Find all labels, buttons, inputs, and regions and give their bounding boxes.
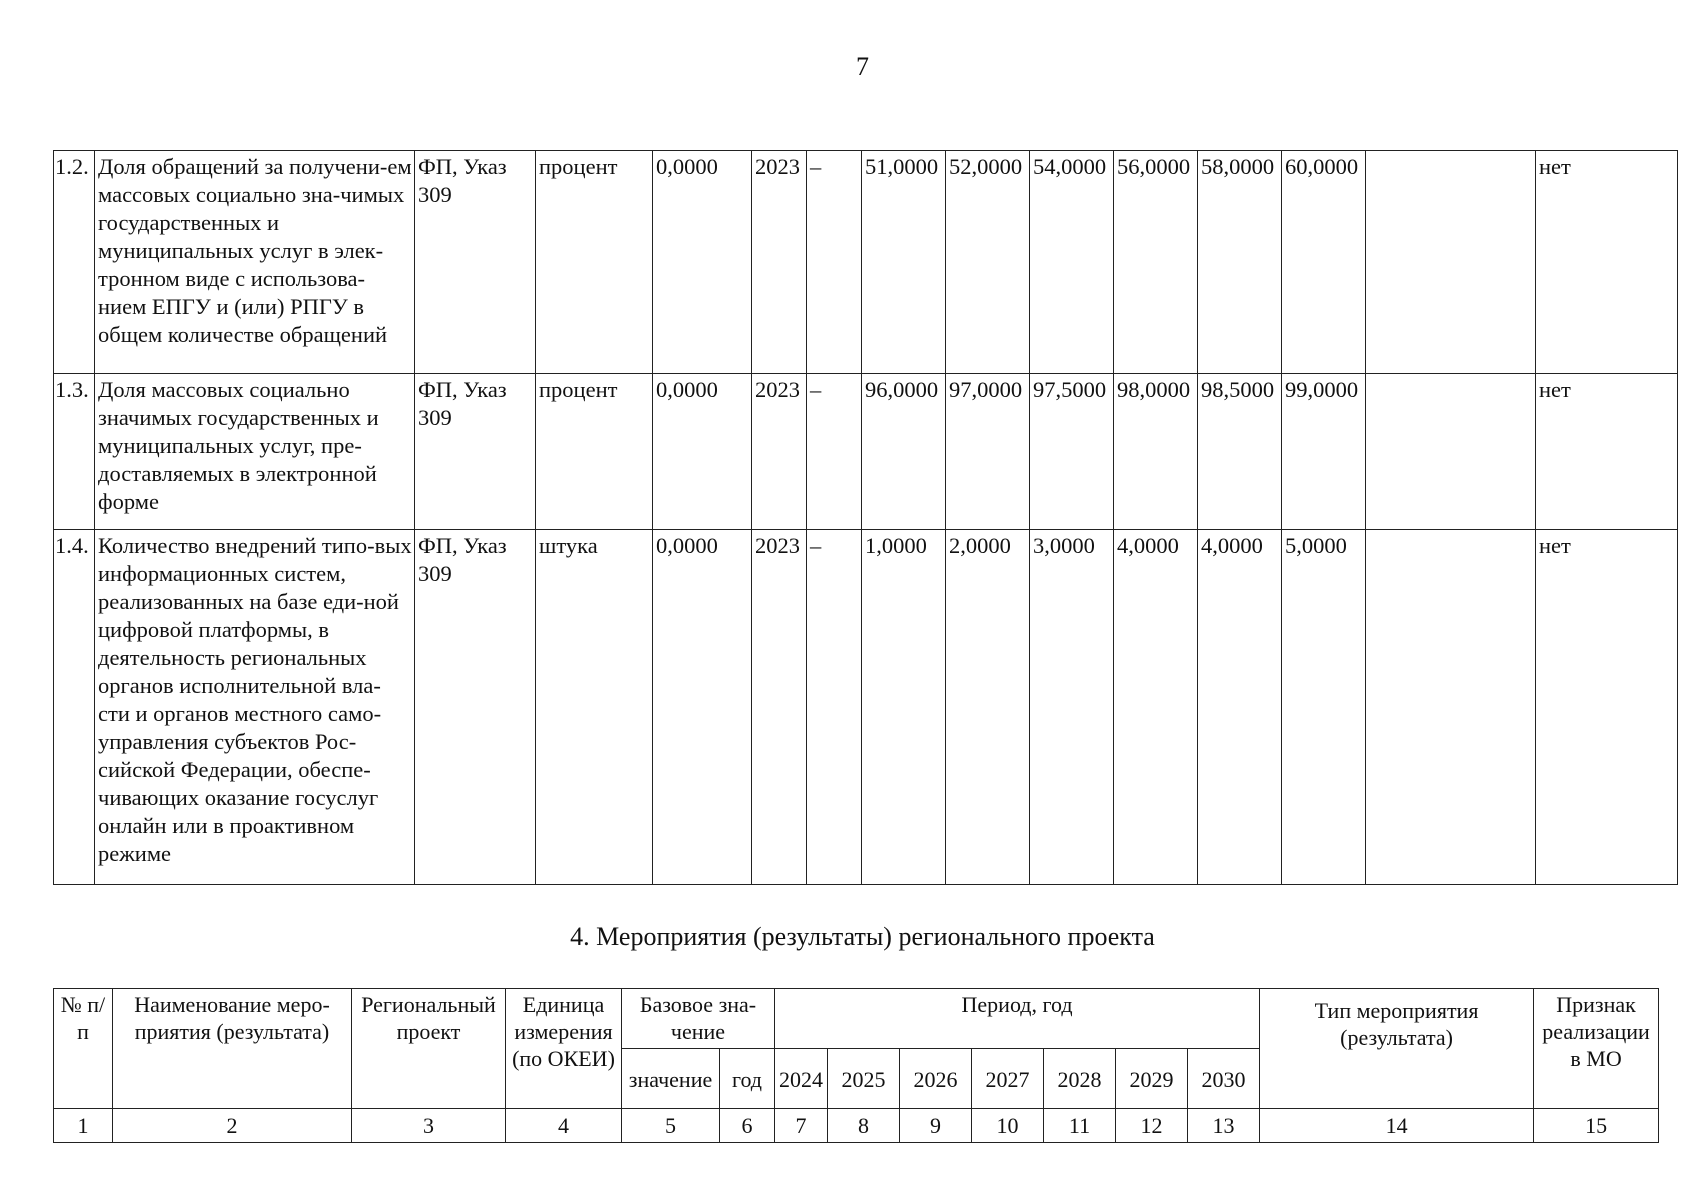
value-2024: – bbox=[807, 151, 862, 374]
value-2027: 54,0000 bbox=[1030, 151, 1114, 374]
value-2028: 98,0000 bbox=[1114, 374, 1198, 530]
header-year: 2028 bbox=[1044, 1049, 1116, 1109]
header-base: Базовое зна-чение bbox=[622, 989, 775, 1049]
column-number: 2 bbox=[113, 1109, 352, 1143]
table-row bbox=[54, 151, 1678, 374]
base-value: 0,0000 bbox=[653, 530, 752, 885]
column-number: 8 bbox=[828, 1109, 900, 1143]
value-2028: 4,0000 bbox=[1114, 530, 1198, 885]
base-year: 2023 bbox=[752, 530, 807, 885]
value-2030: 60,0000 bbox=[1282, 151, 1366, 374]
column-number: 6 bbox=[720, 1109, 775, 1143]
header-project: Региональный проект bbox=[352, 989, 506, 1109]
indicator-type bbox=[1366, 151, 1536, 374]
value-2028: 56,0000 bbox=[1114, 151, 1198, 374]
base-value: 0,0000 bbox=[653, 151, 752, 374]
table-row bbox=[54, 374, 1678, 530]
header-year: 2026 bbox=[900, 1049, 972, 1109]
indicator-unit: процент bbox=[536, 151, 653, 374]
base-value: 0,0000 bbox=[653, 374, 752, 530]
indicator-basis: ФП, Указ 309 bbox=[415, 374, 536, 530]
base-year: 2023 bbox=[752, 374, 807, 530]
value-2030: 99,0000 bbox=[1282, 374, 1366, 530]
mo-flag: нет bbox=[1536, 151, 1678, 374]
header-year: 2029 bbox=[1116, 1049, 1188, 1109]
column-number: 13 bbox=[1188, 1109, 1260, 1143]
header-num: № п/п bbox=[54, 989, 113, 1109]
indicator-unit: процент bbox=[536, 374, 653, 530]
indicator-name: Доля массовых социально значимых государственных и муниципальных услуг, пре-доставляемых в электронной форме bbox=[95, 374, 415, 530]
indicator-type bbox=[1366, 374, 1536, 530]
column-number: 3 bbox=[352, 1109, 506, 1143]
table-row bbox=[54, 530, 1678, 885]
indicator-name: Доля обращений за получени-ем массовых социально зна-чимых государственных и муниципальных услуг в элек-тронном виде с использова-нием ЕПГУ и (или) РПГУ в общем количестве обращений bbox=[95, 151, 415, 374]
row-number: 1.3. bbox=[54, 374, 95, 530]
column-number: 9 bbox=[900, 1109, 972, 1143]
section-title: 4. Мероприятия (результаты) регионального проекта bbox=[570, 922, 1155, 951]
base-year: 2023 bbox=[752, 151, 807, 374]
column-number: 7 bbox=[775, 1109, 828, 1143]
mo-flag: нет bbox=[1536, 374, 1678, 530]
column-number: 5 bbox=[622, 1109, 720, 1143]
indicator-name: Количество внедрений типо-вых информационных систем, реализованных на базе еди-ной цифровой платформы, в деятельность региональных органов исполнительной вла-сти и органов местного само-управления субъектов Рос-сийской Федерации, обеспе-чивающих оказание госуслуг онлайн или в проактивном режиме bbox=[95, 530, 415, 885]
value-2026: 2,0000 bbox=[946, 530, 1030, 885]
mo-flag: нет bbox=[1536, 530, 1678, 885]
header-base-year: год bbox=[720, 1049, 775, 1109]
header-period: Период, год bbox=[775, 989, 1260, 1049]
header-unit: Единица измерения (по ОКЕИ) bbox=[506, 989, 622, 1109]
header-type: Тип мероприятия (результата) bbox=[1260, 989, 1534, 1109]
header-mo: Признак реализации в МО bbox=[1534, 989, 1659, 1109]
value-2026: 52,0000 bbox=[946, 151, 1030, 374]
value-2029: 58,0000 bbox=[1198, 151, 1282, 374]
value-2026: 97,0000 bbox=[946, 374, 1030, 530]
header-base-value: значение bbox=[622, 1049, 720, 1109]
indicators-table bbox=[53, 150, 1678, 885]
header-year: 2024 bbox=[775, 1049, 828, 1109]
column-number: 4 bbox=[506, 1109, 622, 1143]
value-2024: – bbox=[807, 530, 862, 885]
value-2027: 97,5000 bbox=[1030, 374, 1114, 530]
row-number: 1.2. bbox=[54, 151, 95, 374]
column-number: 11 bbox=[1044, 1109, 1116, 1143]
header-year: 2030 bbox=[1188, 1049, 1260, 1109]
column-number: 12 bbox=[1116, 1109, 1188, 1143]
column-number: 10 bbox=[972, 1109, 1044, 1143]
value-2030: 5,0000 bbox=[1282, 530, 1366, 885]
value-2025: 96,0000 bbox=[862, 374, 946, 530]
value-2029: 98,5000 bbox=[1198, 374, 1282, 530]
indicator-unit: штука bbox=[536, 530, 653, 885]
value-2024: – bbox=[807, 374, 862, 530]
value-2025: 51,0000 bbox=[862, 151, 946, 374]
header-year: 2025 bbox=[828, 1049, 900, 1109]
column-number: 1 bbox=[54, 1109, 113, 1143]
value-2029: 4,0000 bbox=[1198, 530, 1282, 885]
indicator-basis: ФП, Указ 309 bbox=[415, 151, 536, 374]
value-2027: 3,0000 bbox=[1030, 530, 1114, 885]
value-2025: 1,0000 bbox=[862, 530, 946, 885]
indicator-type bbox=[1366, 530, 1536, 885]
column-number: 14 bbox=[1260, 1109, 1534, 1143]
indicator-basis: ФП, Указ 309 bbox=[415, 530, 536, 885]
header-name: Наименование меро-приятия (результата) bbox=[113, 989, 352, 1109]
column-number-row bbox=[54, 1109, 1659, 1143]
header-year: 2027 bbox=[972, 1049, 1044, 1109]
row-number: 1.4. bbox=[54, 530, 95, 885]
page-number: 7 bbox=[856, 52, 869, 81]
events-table bbox=[53, 988, 1659, 1143]
column-number: 15 bbox=[1534, 1109, 1659, 1143]
